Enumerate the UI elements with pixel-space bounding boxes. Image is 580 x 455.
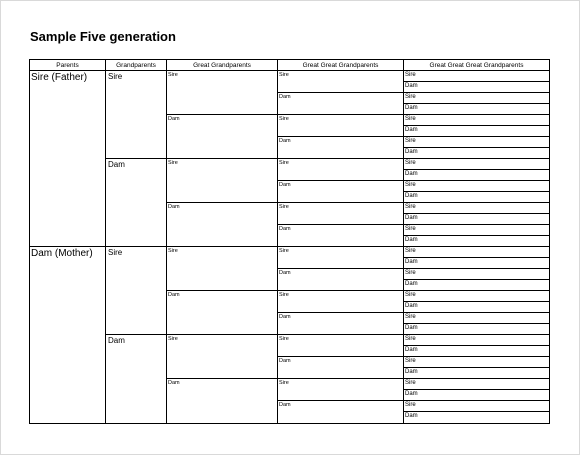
- gen2-cell: [106, 71, 167, 159]
- gen5-cell: [404, 324, 549, 335]
- gen5-label: Dam: [405, 83, 418, 89]
- gen2-label: Sire: [108, 248, 123, 257]
- header-great-grandparents: Great Grandparents: [167, 60, 278, 71]
- gen3-cell: [167, 379, 278, 423]
- gen1-label: Sire (Father): [31, 72, 88, 83]
- gen3-label: Dam: [168, 380, 180, 386]
- gen4-cell: [278, 93, 404, 115]
- gen5-label: Sire: [405, 380, 416, 386]
- gen3-cell: [167, 291, 278, 335]
- gen4-label: Sire: [279, 336, 289, 342]
- gen5-cell: [404, 236, 549, 247]
- gen4-label: Dam: [279, 314, 291, 320]
- header-grandparents: Grandparents: [106, 60, 167, 71]
- gen4-label: Dam: [279, 270, 291, 276]
- header-parents: Parents: [30, 60, 106, 71]
- gen5-cell: [404, 258, 549, 269]
- gen5-cell: [404, 280, 549, 291]
- gen5-label: Dam: [405, 325, 418, 331]
- gen5-label: Sire: [405, 204, 416, 210]
- gen4-cell: [278, 313, 404, 335]
- gen4-label: Sire: [279, 204, 289, 210]
- gen5-cell: [404, 170, 549, 181]
- gen5-label: Sire: [405, 248, 416, 254]
- gen5-cell: [404, 401, 549, 412]
- gen5-label: Dam: [405, 413, 418, 419]
- gen4-cell: [278, 379, 404, 401]
- gen5-cell: [404, 126, 549, 137]
- gen5-label: Dam: [405, 149, 418, 155]
- gen4-cell: [278, 291, 404, 313]
- gen5-cell: [404, 346, 549, 357]
- gen3-cell: [167, 71, 278, 115]
- gen5-label: Sire: [405, 292, 416, 298]
- gen4-cell: [278, 137, 404, 159]
- gen5-cell: [404, 247, 549, 258]
- gen5-label: Dam: [405, 215, 418, 221]
- gen5-cell: [404, 159, 549, 170]
- gen4-label: Dam: [279, 94, 291, 100]
- gen3-label: Sire: [168, 248, 178, 254]
- gen1-cell: [30, 247, 106, 423]
- gen5-label: Sire: [405, 402, 416, 408]
- gen5-label: Dam: [405, 193, 418, 199]
- gen5-label: Sire: [405, 138, 416, 144]
- gen5-cell: [404, 225, 549, 236]
- gen5-cell: [404, 379, 549, 390]
- header-great-great-grandparents: Great Great Grandparents: [278, 60, 404, 71]
- gen5-cell: [404, 181, 549, 192]
- gen5-label: Sire: [405, 160, 416, 166]
- gen5-cell: [404, 192, 549, 203]
- gen5-cell: [404, 335, 549, 346]
- gen4-cell: [278, 335, 404, 357]
- gen5-label: Sire: [405, 72, 416, 78]
- gen4-cell: [278, 71, 404, 93]
- gen5-cell: [404, 104, 549, 115]
- gen1-cell: [30, 71, 106, 247]
- gen4-label: Sire: [279, 292, 289, 298]
- gen2-label: Dam: [108, 160, 125, 169]
- gen3-cell: [167, 335, 278, 379]
- gen5-label: Sire: [405, 226, 416, 232]
- gen3-label: Dam: [168, 292, 180, 298]
- gen5-label: Sire: [405, 116, 416, 122]
- gen3-label: Dam: [168, 116, 180, 122]
- gen3-label: Sire: [168, 72, 178, 78]
- gen5-cell: [404, 148, 549, 159]
- gen5-cell: [404, 390, 549, 401]
- gen4-cell: [278, 247, 404, 269]
- gen4-cell: [278, 115, 404, 137]
- gen5-cell: [404, 203, 549, 214]
- gen5-cell: [404, 137, 549, 148]
- gen3-label: Sire: [168, 336, 178, 342]
- gen5-cell: [404, 93, 549, 104]
- gen5-label: Dam: [405, 303, 418, 309]
- gen4-cell: [278, 401, 404, 423]
- gen5-label: Dam: [405, 105, 418, 111]
- gen5-cell: [404, 302, 549, 313]
- gen5-cell: [404, 313, 549, 324]
- gen5-cell: [404, 291, 549, 302]
- gen5-label: Dam: [405, 171, 418, 177]
- pedigree-chart: [29, 59, 550, 424]
- gen4-label: Dam: [279, 402, 291, 408]
- gen4-label: Sire: [279, 160, 289, 166]
- gen4-cell: [278, 181, 404, 203]
- gen5-label: Sire: [405, 270, 416, 276]
- gen4-label: Sire: [279, 116, 289, 122]
- gen5-label: Sire: [405, 358, 416, 364]
- gen4-cell: [278, 225, 404, 247]
- gen4-cell: [278, 357, 404, 379]
- gen5-cell: [404, 368, 549, 379]
- gen4-label: Sire: [279, 72, 289, 78]
- gen5-label: Dam: [405, 347, 418, 353]
- gen5-cell: [404, 115, 549, 126]
- gen2-label: Dam: [108, 336, 125, 345]
- gen2-label: Sire: [108, 72, 123, 81]
- gen5-label: Sire: [405, 94, 416, 100]
- page-title: Sample Five generation: [30, 29, 176, 44]
- gen5-cell: [404, 357, 549, 368]
- gen5-label: Dam: [405, 281, 418, 287]
- gen5-label: Sire: [405, 182, 416, 188]
- gen5-label: Dam: [405, 391, 418, 397]
- gen5-label: Dam: [405, 237, 418, 243]
- gen3-cell: [167, 159, 278, 203]
- gen4-cell: [278, 203, 404, 225]
- gen5-cell: [404, 71, 549, 82]
- gen5-cell: [404, 82, 549, 93]
- header-great-great-great-grandparents: Great Great Great Grandparents: [404, 60, 549, 71]
- gen5-label: Sire: [405, 336, 416, 342]
- gen3-cell: [167, 203, 278, 247]
- gen4-label: Dam: [279, 182, 291, 188]
- gen4-label: Sire: [279, 248, 289, 254]
- gen5-cell: [404, 412, 549, 423]
- gen4-label: Sire: [279, 380, 289, 386]
- gen3-label: Dam: [168, 204, 180, 210]
- gen4-label: Dam: [279, 358, 291, 364]
- gen2-cell: [106, 247, 167, 335]
- gen5-label: Dam: [405, 259, 418, 265]
- gen5-cell: [404, 269, 549, 280]
- gen4-cell: [278, 159, 404, 181]
- gen3-label: Sire: [168, 160, 178, 166]
- gen4-label: Dam: [279, 138, 291, 144]
- gen4-label: Dam: [279, 226, 291, 232]
- gen2-cell: [106, 159, 167, 247]
- gen2-cell: [106, 335, 167, 423]
- gen5-label: Dam: [405, 369, 418, 375]
- gen5-cell: [404, 214, 549, 225]
- gen4-cell: [278, 269, 404, 291]
- gen5-label: Sire: [405, 314, 416, 320]
- gen3-cell: [167, 247, 278, 291]
- gen5-label: Dam: [405, 127, 418, 133]
- gen1-label: Dam (Mother): [31, 248, 93, 259]
- gen3-cell: [167, 115, 278, 159]
